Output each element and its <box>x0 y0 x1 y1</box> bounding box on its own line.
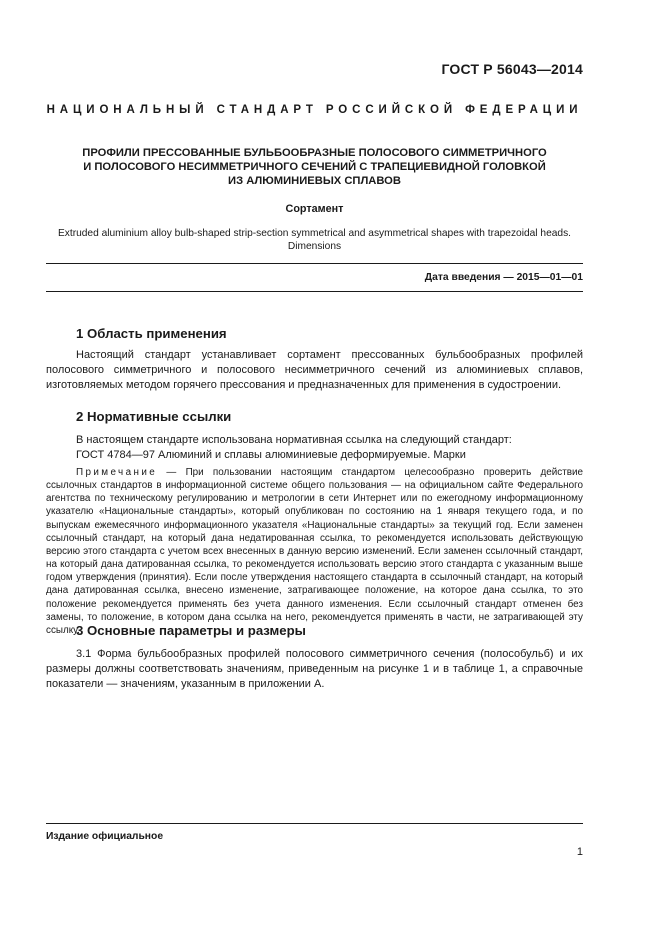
title-line: ИЗ АЛЮМИНИЕВЫХ СПЛАВОВ <box>228 175 401 187</box>
section-paragraph: 3.1 Форма бульбообразных профилей полосового симметричного сечения (полособульб) и их размеры должны соответствовать значениям, приведенным на рисунке 1 и в таблице 1, а справочные показатели — значениям, указанным в приложении А. <box>46 648 583 690</box>
divider-date <box>46 291 583 292</box>
title-line: ПРОФИЛИ ПРЕССОВАННЫЕ БУЛЬБООБРАЗНЫЕ ПОЛОСОВОГО СИММЕТРИЧНОГО <box>82 147 547 159</box>
note-paragraph <box>46 466 583 637</box>
divider-bottom <box>46 823 583 824</box>
introduction-date: Дата введения — 2015—01—01 <box>424 272 583 283</box>
document-title <box>46 146 583 188</box>
english-title-line: Dimensions <box>287 241 342 252</box>
divider-top <box>46 263 583 264</box>
english-title-line: Extruded aluminium alloy bulb-shaped strip-section symmetrical and asymmetrical shapes with trapezoidal heads. <box>57 228 571 239</box>
edition-label: Издание официальное <box>46 831 164 842</box>
note-text: — При пользовании настоящим стандартом целесообразно проверить действие ссылочных стандартов в информационной системе общего пользования — на официальном сайте Федерального агентства по техническому регулированию и метрологии в сети Интернет или по ежегодному информационному указателю «Национальные стандарты», который опубликован по состоянию на 1 января текущего года, и по выпускам ежемесячного информационного указателя «Национальные стандарты» за текущий год. Если заменен ссылочный стандарт, на который дана недатированная ссылка, то рекомендуется использовать действующую версию этого стандарта с учетом всех внесенных в данную версию изменений. Если заменен ссылочный стандарт, на который дана датированная ссылка, то рекомендуется использовать версию этого стандарта с указанным выше годом утверждения (принятия). Если после утверждения настоящего стандарта в ссылочный стандарт, на который дана датированная ссылка, внесено изменение, затрагивающее положение, на которое дана ссылка, то это положение рекомендуется применять без учета данного изменения. Если ссылочный стандарт отменен без замены, то положение, в котором дана ссылка на него, рекомендуется применять в части, не затрагивающей эту ссылку. <box>46 467 583 636</box>
section-heading: 1 Область применения <box>76 326 227 341</box>
section-heading: 3 Основные параметры и размеры <box>76 623 306 638</box>
title-line: И ПОЛОСОВОГО НЕСИММЕТРИЧНОГО СЕЧЕНИЙ С ТРАПЕЦИЕВИДНОЙ ГОЛОВКОЙ <box>83 161 546 173</box>
national-standard-banner: НАЦИОНАЛЬНЫЙ СТАНДАРТ РОССИЙСКОЙ ФЕДЕРАЦИИ <box>46 104 583 116</box>
reference-entry: ГОСТ 4784—97 Алюминий и сплавы алюминиевые деформируемые. Марки <box>76 449 466 461</box>
note-label: Примечание <box>76 467 158 478</box>
section-heading: 2 Нормативные ссылки <box>76 409 232 424</box>
page-number: 1 <box>576 846 583 858</box>
document-subtitle: Сортамент <box>285 203 344 215</box>
section-paragraph: В настоящем стандарте использована нормативная ссылка на следующий стандарт: <box>76 434 512 446</box>
section-paragraph: Настоящий стандарт устанавливает сортамент прессованных бульбообразных профилей полосового симметричного и полосового несимметричного сечений из алюминиевых сплавов, изготовляемых методом горячего прессования и предназначенных для применения в судостроении. <box>46 349 583 391</box>
document-code: ГОСТ Р 56043—2014 <box>441 61 583 77</box>
english-title <box>46 227 583 253</box>
